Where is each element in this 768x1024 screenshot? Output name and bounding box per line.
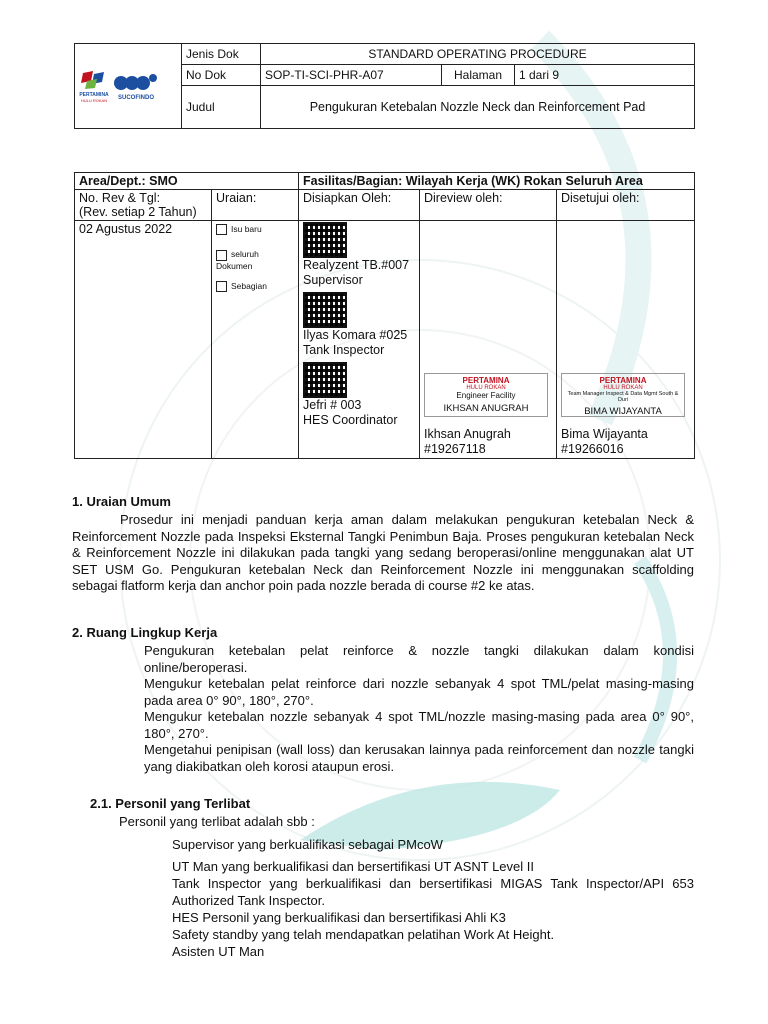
qr-code-icon bbox=[303, 362, 347, 398]
list-item: Safety standby yang telah mendapatkan pelatihan Work At Height. bbox=[172, 927, 555, 942]
list-item: Pengukuran ketebalan pelat reinforce & nozzle tangki dilakukan dalam kondisi online/beroperasi. bbox=[144, 643, 694, 675]
list-item: Tank Inspector yang berkualifikasi dan bersertifikasi MIGAS Tank Inspector/API 653 Authorized Tank Inspector. bbox=[172, 876, 694, 908]
header-table bbox=[74, 43, 695, 129]
section1-paragraph: Prosedur ini menjadi panduan kerja aman dalam melakukan pengukuran ketebalan Neck & Reinforcement Nozzle pada Inspeksi Eksternal Tangki Penimbun Baja. Proses pengukuran ketebalan Neck & Reinforcement Nozzle ini dilakukan pada tangki yang sedang beroperasi/online menggunakan alat UT SET USM Go. Pengukuran ketebalan Neck dan Reinforcement Nozzle ini menggunakan scaffolding sebagai flatform kerja dan anchor poin pada nozzle berada di course #2 ke atas. bbox=[72, 512, 694, 593]
disetujui-header: Disetujui oleh: bbox=[557, 190, 695, 221]
jenis-label: Jenis Dok bbox=[182, 44, 261, 65]
reviewer-cell bbox=[420, 221, 557, 459]
direview-header: Direview oleh: bbox=[420, 190, 557, 221]
checkbox-icon[interactable] bbox=[216, 250, 227, 261]
preparer-item: Jefri # 003 HES Coordinator bbox=[303, 362, 415, 428]
sucofindo-logo-icon bbox=[113, 72, 159, 92]
list-item: HES Personil yang berkualifikasi dan bersertifikasi Ahli K3 bbox=[172, 910, 506, 925]
judul-label: Judul bbox=[182, 86, 261, 129]
approver-stamp: PERTAMINA HULU ROKAN Team Manager Inspect & Data Mgmt South & Duri BIMA WIJAYANTA bbox=[561, 373, 685, 417]
nodok-value: SOP-TI-SCI-PHR-A07 bbox=[261, 65, 442, 86]
qr-code-icon bbox=[303, 292, 347, 328]
approver-id: #19266016 bbox=[561, 442, 624, 456]
date-cell: 02 Agustus 2022 bbox=[75, 221, 212, 459]
section1-title: 1. Uraian Umum bbox=[72, 494, 171, 509]
reviewer-stamp: PERTAMINA HULU ROKAN Engineer Facility IKHSAN ANUGRAH bbox=[424, 373, 548, 417]
judul-value: Pengukuran Ketebalan Nozzle Neck dan Reinforcement Pad bbox=[261, 86, 695, 129]
pertamina-logo: PERTAMINA HULU ROKAN bbox=[79, 69, 109, 103]
list-item: Mengukur ketebalan nozzle sebanyak 4 spot TML/nozzle masing-masing pada area 0° 90°, 180°, 270°. bbox=[144, 709, 694, 741]
nodok-label: No Dok bbox=[182, 65, 261, 86]
list-item: Supervisor yang berkualifikasi sebagai PMcoW bbox=[172, 837, 443, 852]
uraian-header: Uraian: bbox=[212, 190, 299, 221]
preparer-item: Ilyas Komara #025 Tank Inspector bbox=[303, 292, 415, 358]
jenis-value: STANDARD OPERATING PROCEDURE bbox=[261, 44, 695, 65]
section2-list bbox=[144, 643, 694, 775]
norev-cell: No. Rev & Tgl: (Rev. setiap 2 Tahun) bbox=[75, 190, 212, 221]
approver-name: Bima Wijayanta bbox=[561, 427, 648, 441]
section21-intro: Personil yang terlibat adalah sbb : bbox=[119, 814, 315, 829]
section21-title: 2.1. Personil yang Terlibat bbox=[90, 796, 251, 811]
pertamina-logo-icon bbox=[79, 69, 109, 89]
preparer-item: Realyzent TB.#007 Supervisor bbox=[303, 222, 415, 288]
qr-code-icon bbox=[303, 222, 347, 258]
checkbox-icon[interactable] bbox=[216, 281, 227, 292]
logo-cell bbox=[75, 44, 182, 129]
fasilitas-cell: Fasilitas/Bagian: Wilayah Kerja (WK) Rokan Seluruh Area bbox=[299, 173, 695, 190]
reviewer-name: Ikhsan Anugrah bbox=[424, 427, 511, 441]
list-item: Mengetahui penipisan (wall loss) dan kerusakan lainnya pada reinforcement dan nozzle tangki yang diakibatkan oleh korosi ataupun erosi. bbox=[144, 742, 694, 774]
section21-list bbox=[172, 836, 694, 960]
section2-title: 2. Ruang Lingkup Kerja bbox=[72, 625, 218, 640]
approver-cell bbox=[557, 221, 695, 459]
sucofindo-logo: SUCOFINDO bbox=[113, 72, 159, 101]
preparers-cell bbox=[299, 221, 420, 459]
option-seluruh-dokumen[interactable]: seluruh Dokumen bbox=[216, 249, 259, 271]
checkbox-icon[interactable] bbox=[216, 224, 227, 235]
reviewer-id: #19267118 bbox=[424, 442, 486, 456]
option-sebagian[interactable]: Sebagian bbox=[216, 281, 294, 292]
options-cell bbox=[212, 221, 299, 459]
area-cell: Area/Dept.: SMO bbox=[75, 173, 299, 190]
disiapkan-header: Disiapkan Oleh: bbox=[299, 190, 420, 221]
list-item: Mengukur ketebalan pelat reinforce dari nozzle sebanyak 4 spot TML/pelat masing-masing pada area 0° 90°, 180°, 270°. bbox=[144, 676, 694, 708]
option-isu-baru[interactable]: Isu baru bbox=[216, 224, 294, 235]
list-item: Asisten UT Man bbox=[172, 944, 265, 959]
list-item: UT Man yang berkualifikasi dan bersertifikasi UT ASNT Level II bbox=[172, 859, 534, 874]
halaman-value: 1 dari 9 bbox=[515, 65, 695, 86]
halaman-label: Halaman bbox=[442, 65, 515, 86]
revision-table bbox=[74, 172, 695, 459]
